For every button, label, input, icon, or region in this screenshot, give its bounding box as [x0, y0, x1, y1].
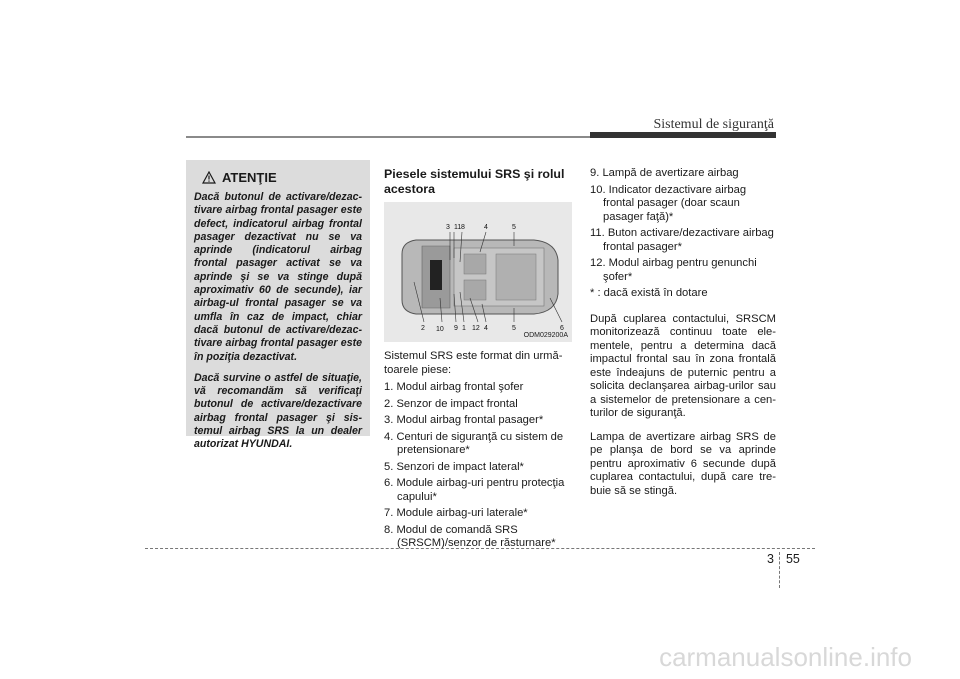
page-number-value: 55	[785, 552, 800, 566]
figure-label-11: 11	[454, 224, 462, 231]
footer-rule	[145, 548, 815, 549]
list-item: 1. Modul airbag frontal şofer	[384, 381, 524, 393]
srscm-paragraph: După cuplarea contactului, SRSCM monitorizează continuu toate ele-mentele, pentru a determina dacă impactul frontal sau în zona frontală este îndeajuns de puternic pentru a solicita declanşarea airbag-urilor sau a sistemelor de pretensionare a cen-turilor de siguranţă.	[590, 312, 776, 419]
header-rule-accent	[590, 132, 776, 138]
warning-paragraph-2: Dacă survine o astfel de situaţie, vă recomandăm să verificaţi butonul de activare/dezactivare airbag frontal pasager şi sis-temul airbag SRS la un dealer autorizat HYUNDAI.	[194, 371, 362, 451]
warning-box	[186, 160, 370, 451]
warning-paragraph-1: Dacă butonul de activare/dezac-tivare airbag frontal pasager este defect, indicatorul airbag frontal pasager dezactivat nu se va aprinde (indicatorul airbag frontal pasager activat se va aprinde şi se va stinge după aproximativ 60 de secunde), iar airbag-ul frontal pasager se va umfla în caz de impact, chiar dacă butonul de activare/dezac-tivare airbag frontal pasager este în poziţia dezactivat.	[194, 191, 362, 363]
figure-label-1: 1	[462, 325, 466, 332]
list-item: 11. Buton activare/dezactivare airbag frontal pasager*	[590, 227, 774, 253]
page-number-separator	[779, 552, 781, 588]
figure-label-4b: 4	[484, 325, 488, 332]
figure-label-5: 5	[512, 224, 516, 231]
page-number	[767, 552, 800, 588]
car-topview-illustration	[384, 202, 572, 342]
section-intro: Sistemul SRS este format din urmă-toarele piese:	[384, 350, 563, 376]
list-item: 4. Centuri de siguranţă cu sistem de pretensionare*	[384, 430, 564, 456]
list-item: 8. Modul de comandă SRS (SRSCM)/senzor de răsturnare*	[384, 523, 556, 549]
figure-label-2: 2	[421, 325, 425, 332]
watermark: carmanualsonline.info	[659, 642, 912, 672]
figure-label-9: 9	[454, 325, 458, 332]
figure-label-8: 8	[461, 224, 465, 231]
figure-label-6: 6	[560, 325, 564, 332]
section-title: Piesele sistemului SRS şi rolul acestora	[384, 167, 565, 196]
figure-label-5b: 5	[512, 325, 516, 332]
figure-label-4: 4	[484, 224, 488, 231]
right-column	[590, 167, 776, 508]
srs-parts-list	[384, 381, 576, 551]
list-item: 10. Indicator dezactivare airbag frontal pasager (doar scaun pasager faţă)*	[590, 183, 747, 223]
warning-title-text: ATENŢIE	[222, 170, 277, 185]
figure-label-10: 10	[436, 326, 444, 333]
list-item: 3. Modul airbag frontal pasager*	[384, 414, 544, 426]
list-item: 12. Modul airbag pentru genunchi şofer*	[590, 257, 757, 283]
warning-title	[202, 170, 362, 185]
warning-triangle-icon	[202, 171, 216, 184]
figure-code: ODM029200A	[523, 332, 568, 339]
list-item: 6. Module airbag-uri pentru protecţia capului*	[384, 477, 565, 503]
list-item: 9. Lampă de avertizare airbag	[590, 167, 739, 179]
srs-parts-column	[384, 167, 576, 554]
page-header-title: Sistemul de siguranţă	[653, 117, 774, 132]
figure-label-12: 12	[472, 325, 480, 332]
footnote: * : dacă există în dotare	[590, 287, 708, 299]
chapter-number: 3	[767, 552, 774, 566]
srs-parts-list-continued	[590, 167, 776, 301]
list-item: 5. Senzori de impact lateral*	[384, 460, 524, 473]
figure-label-3: 3	[446, 224, 450, 231]
srs-car-diagram	[384, 202, 572, 342]
warning-lamp-paragraph: Lampa de avertizare airbag SRS de pe planşa de bord se va aprinde pentru aproximativ 6 secunde după cuplarea contactului, după care tre-buie să se stingă.	[590, 430, 776, 497]
list-item: 7. Module airbag-uri laterale*	[384, 507, 528, 519]
list-item: 2. Senzor de impact frontal	[384, 397, 518, 410]
